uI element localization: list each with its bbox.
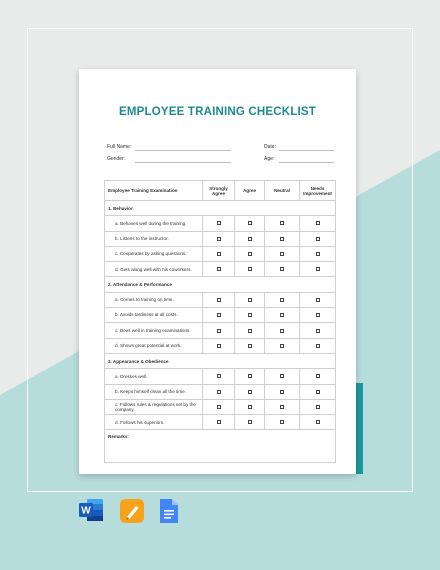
table-row: [105, 338, 336, 353]
full-name-field[interactable]: [135, 150, 231, 151]
item-label: b. Listens to the instructor.: [105, 231, 203, 246]
checkbox[interactable]: [280, 237, 284, 241]
date-field[interactable]: [279, 150, 334, 151]
checkbox[interactable]: [316, 252, 320, 256]
checkbox[interactable]: [280, 420, 284, 424]
table-row: [105, 323, 336, 338]
section-title-behavior: 1. Behavior: [105, 201, 336, 216]
checkbox[interactable]: [248, 420, 252, 424]
table-row: [105, 292, 336, 307]
section-row: [105, 201, 336, 216]
checkbox[interactable]: [316, 344, 320, 348]
google-docs-icon[interactable]: [159, 498, 179, 529]
checkbox[interactable]: [217, 313, 221, 317]
remarks-row: [105, 430, 336, 463]
table-row: [105, 399, 336, 414]
item-label: a. Behaves well during the training.: [105, 216, 203, 231]
training-checklist-table: [104, 180, 335, 439]
checkbox[interactable]: [248, 298, 252, 302]
table-row: [105, 369, 336, 384]
checkbox[interactable]: [217, 374, 221, 378]
checkbox[interactable]: [280, 344, 284, 348]
item-label: a. Comes to training on time.: [105, 292, 203, 307]
checkbox[interactable]: [316, 374, 320, 378]
remarks-field[interactable]: Remarks:: [105, 430, 336, 463]
checkbox[interactable]: [217, 405, 221, 409]
table-row: [105, 231, 336, 246]
gender-label: Gender:: [107, 156, 126, 162]
item-label: c. Does well in training examinations.: [105, 323, 203, 338]
gender-field[interactable]: [135, 162, 231, 163]
checkbox[interactable]: [316, 298, 320, 302]
word-letter: W: [81, 505, 91, 517]
checkbox[interactable]: [248, 237, 252, 241]
table-row: [105, 308, 336, 323]
column-header-agree: Agree: [235, 181, 265, 201]
checkbox[interactable]: [316, 329, 320, 333]
age-field[interactable]: [279, 162, 334, 163]
checkbox[interactable]: [280, 252, 284, 256]
column-header-neutral: Neutral: [265, 181, 300, 201]
document-page: [79, 69, 356, 474]
item-label: a. Dresses well.: [105, 369, 203, 384]
checkbox[interactable]: [248, 252, 252, 256]
section-row: [105, 277, 336, 292]
checkbox[interactable]: [217, 298, 221, 302]
checkbox[interactable]: [217, 221, 221, 225]
checkbox[interactable]: [316, 420, 320, 424]
item-label: d. Gets along well with his coworkers.: [105, 262, 203, 277]
document-title: EMPLOYEE TRAINING CHECKLIST: [118, 106, 317, 118]
item-label: d. Shows great potential at work.: [105, 338, 203, 353]
checkbox[interactable]: [248, 313, 252, 317]
checkbox[interactable]: [217, 252, 221, 256]
pages-icon[interactable]: [119, 498, 145, 529]
checkbox[interactable]: [316, 267, 320, 271]
checkbox[interactable]: [316, 390, 320, 394]
checkbox[interactable]: [217, 267, 221, 271]
full-name-label: Full Name:: [107, 144, 132, 150]
section-title-appearance: 3. Appearance & Obedience: [105, 353, 336, 368]
item-label: b. Avoids tardiness at all costs.: [105, 308, 203, 323]
table-row: [105, 246, 336, 261]
item-label: d. Follows his superiors.: [105, 415, 203, 430]
column-header-examination: Employee Training Examination: [105, 181, 203, 201]
date-label: Date:: [264, 144, 276, 150]
checkbox[interactable]: [217, 329, 221, 333]
checkbox[interactable]: [316, 313, 320, 317]
checkbox[interactable]: [248, 329, 252, 333]
table-row: [105, 216, 336, 231]
table-row: [105, 415, 336, 430]
word-icon[interactable]: [79, 498, 105, 527]
checkbox[interactable]: [248, 405, 252, 409]
item-label: c. Follows rules & regulations set by the company.: [105, 399, 203, 414]
checkbox[interactable]: [248, 221, 252, 225]
checkbox[interactable]: [280, 405, 284, 409]
table-header-row: [105, 181, 336, 201]
checkbox[interactable]: [217, 344, 221, 348]
column-header-needs-improvement: Needs Improvement: [300, 181, 336, 201]
checkbox[interactable]: [280, 390, 284, 394]
checkbox[interactable]: [316, 405, 320, 409]
checkbox[interactable]: [280, 267, 284, 271]
item-label: b. Keeps himself clean all the time.: [105, 384, 203, 399]
checkbox[interactable]: [248, 390, 252, 394]
checkbox[interactable]: [248, 344, 252, 348]
checkbox[interactable]: [280, 374, 284, 378]
table-row: [105, 384, 336, 399]
checkbox[interactable]: [316, 221, 320, 225]
accent-bar: [356, 383, 363, 474]
section-title-attendance: 2. Attendance & Performance: [105, 277, 336, 292]
checkbox[interactable]: [217, 420, 221, 424]
checkbox[interactable]: [280, 329, 284, 333]
checkbox[interactable]: [280, 221, 284, 225]
age-label: Age:: [264, 156, 275, 162]
checkbox[interactable]: [248, 267, 252, 271]
checkbox[interactable]: [217, 237, 221, 241]
table-row: [105, 262, 336, 277]
item-label: c. Cooperates by asking questions.: [105, 246, 203, 261]
checkbox[interactable]: [217, 390, 221, 394]
checkbox[interactable]: [248, 374, 252, 378]
checkbox[interactable]: [316, 237, 320, 241]
checkbox[interactable]: [280, 298, 284, 302]
section-row: [105, 353, 336, 368]
checkbox[interactable]: [280, 313, 284, 317]
column-header-strongly-agree: Strongly Agree: [203, 181, 235, 201]
